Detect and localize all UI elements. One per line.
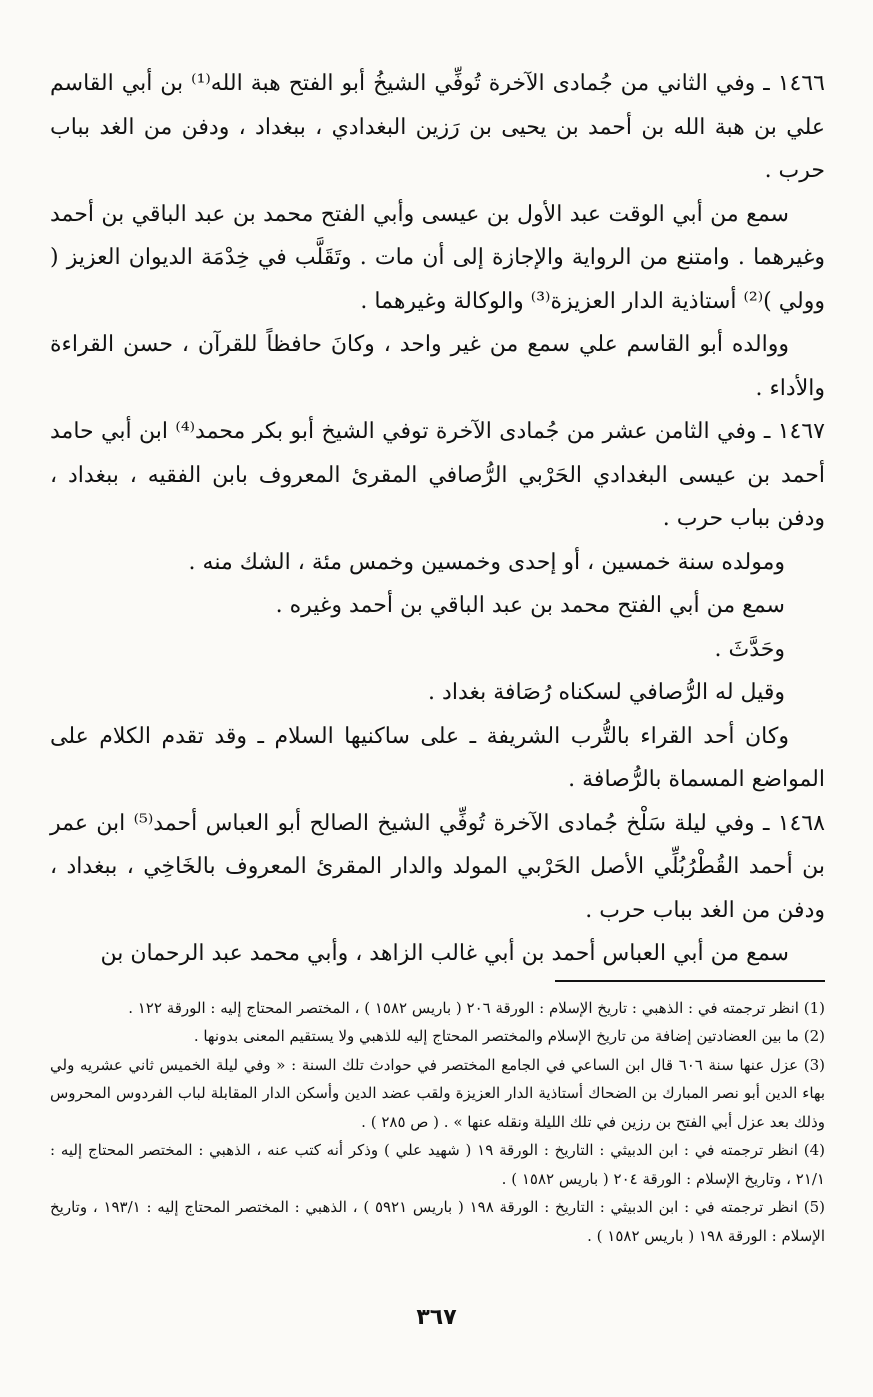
entry-1466-father-line-1: ووالده أبو القاسم علي سمع من غير واحد ، وكانَ حافظاً للقرآن ، حسن القراءة (50, 332, 789, 357)
footnote-4: (4) انظر ترجمته في : ابن الدبيثي : التاريخ : الورقة ١٩ ( شهيد علي ) وذكر أنه كتب عنه ، الذهبي : المختصر المحتاج إليه : ٢١/١ ، وتاريخ الإسلام : الورقة ٢٠٤ ( باريس ١٥٨٢ ) . (50, 1141, 825, 1188)
entry-1468-hearing-line-1: سمع من أبي العباس أحمد بن أبي غالب الزاهد ، وأبي محمد عبد الرحمان بن (100, 941, 789, 966)
detail-hearing: سمع من أبي الفتح محمد بن عبد الباقي بن أحمد وغيره . (275, 593, 785, 618)
entry-1467-details (50, 541, 825, 715)
entry-1468-hearing (50, 932, 825, 976)
page-number: ٣٦٧ (416, 1305, 457, 1330)
entry-1466-line-2: القاسم علي بن هبة الله بن أحمد بن يحيى بن رَزين البغدادي ، ببغداد ، ودفن من الغد (50, 71, 825, 140)
entry-1466-line-3: بباب حرب . (50, 114, 825, 183)
entry-1468-line-3: ببغداد ، ودفن من الغد بباب حرب . (50, 854, 825, 923)
entry-1467-line-1: ١٤٦٧ ـ وفي الثامن عشر من جُمادى الآخرة توفي الشيخ أبو بكر محمد⁽⁴⁾ (175, 419, 825, 444)
entry-1466-hearing-line-3: ( وولي )⁽²⁾ أستاذية الدار العزيزة⁽³⁾ والوكالة وغيرهما . (50, 245, 825, 314)
entry-1466 (50, 62, 825, 193)
entry-1466-hearing (50, 193, 825, 324)
main-text (50, 62, 825, 976)
entry-1466-hearing-line-1: سمع من أبي الوقت عبد الأول بن عيسى وأبي الفتح محمد بن عبد الباقي بن أحمد (50, 201, 789, 227)
footnote-divider (555, 980, 825, 982)
footnotes (50, 994, 825, 1251)
entry-1466-father-line-2: والأداء . (755, 375, 825, 401)
footnote-5: (5) انظر ترجمته في : ابن الدبيثي : التاريخ : الورقة ١٩٨ ( باريس ٥٩٢١ ) ، الذهبي : المختصر المحتاج إليه : ١٩٣/١ ، وتاريخ الإسلام : الورقة ١٩٨ ( باريس ١٥٨٢ ) . (50, 1198, 825, 1245)
entry-1466-father (50, 323, 825, 410)
entry-1467 (50, 410, 825, 541)
entry-1468-line-2: ابن عمر بن أحمد القُطْرُبُلِّي الأصل الحَرْبي المولد والدار المقرئ المعروف بالخَاخِي ، (50, 810, 825, 879)
footnote-2: (2) ما بين العضادتين إضافة من تاريخ الإسلام والمختصر المحتاج إليه للذهبي ولا يستقيم المعنى بدونها . (193, 1027, 825, 1045)
entry-1467-line-3: ببغداد ، ودفن بباب حرب . (50, 462, 825, 531)
entry-1468 (50, 802, 825, 933)
entry-1467-reciter-line-1: وكان أحد القراء بالتُّرب الشريفة ـ على ساكنيها السلام ـ وقد تقدم الكلام على (50, 723, 789, 749)
detail-birth: ومولده سنة خمسين ، أو إحدى وخمسين وخمس مئة ، الشك منه . (188, 549, 785, 575)
detail-nisba: وقيل له الرُّصافي لسكناه رُصَافة بغداد . (428, 680, 785, 705)
entry-1467-reciter-line-2: المواضع المسماة بالرُّصافة . (568, 767, 825, 792)
page-content (50, 62, 825, 1250)
detail-narrated: وحَدَّثَ . (714, 636, 785, 662)
entry-1468-line-1: ١٤٦٨ ـ وفي ليلة سَلْخ جُمادى الآخرة تُوفِّي الشيخ الصالح أبو العباس أحمد⁽⁵⁾ (133, 810, 825, 836)
footnote-3: (3) عزل عنها سنة ٦٠٦ قال ابن الساعي في الجامع المختصر في حوادث تلك السنة : « وفي ليلة الخميس ثاني عشريه ولي بهاء الدين أبو نصر المبارك بن الضحاك أستاذية الدار العزيزة ولقب عضد الدين وأسكن الدار المقابلة لباب الفردوس المحروس وذلك بعد عزل أبي الفتح بن رزين في تلك الليلة ونقله عنها » . ( ص ٢٨٥ ) . (50, 1055, 825, 1131)
entry-1466-line-1: ١٤٦٦ ـ وفي الثاني من جُمادى الآخرة تُوفِّي الشيخُ أبو الفتح هبة الله⁽¹⁾ بن أبي (121, 71, 825, 96)
entry-1467-line-2: ابن أبي حامد أحمد بن عيسى البغدادي الحَرْبي الرُّصافي المقرئ المعروف بابن الفقيه ، (50, 419, 825, 488)
entry-1466-hearing-line-2: وغيرهما . وامتنع من الرواية والإجازة إلى أن مات . وتَقَلَّب في خِدْمَة الديوان العزيز (66, 245, 825, 270)
footnote-1: (1) انظر ترجمته في : الذهبي : تاريخ الإسلام : الورقة ٢٠٦ ( باريس ١٥٨٢ ) ، المختصر المحتاج إليه : الورقة ١٢٢ . (128, 998, 825, 1017)
entry-1467-reciter (50, 715, 825, 802)
